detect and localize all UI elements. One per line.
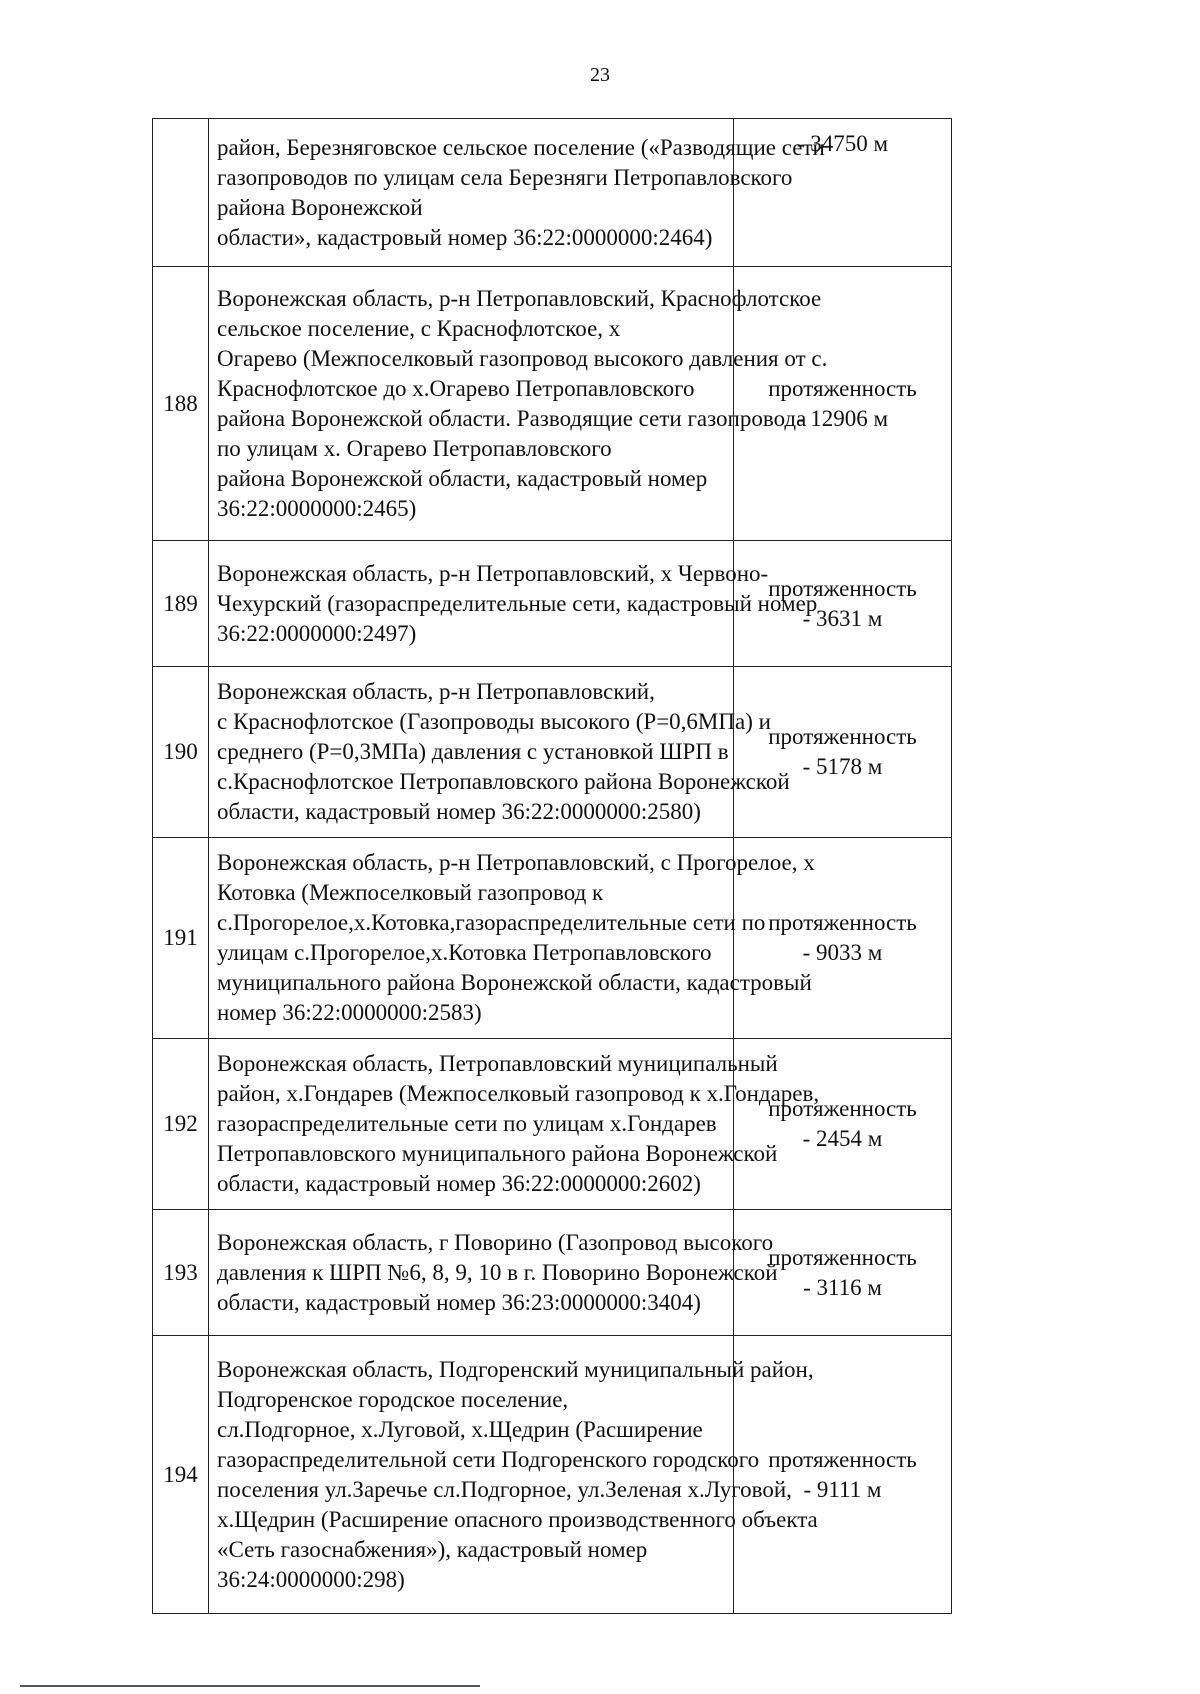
description-cell xyxy=(209,1336,818,1614)
row-number-cell xyxy=(153,1039,209,1210)
description-line: сельское поселение, с Краснофлотское, х xyxy=(217,315,621,341)
length-value: - 12906 м xyxy=(796,405,889,431)
description-cell xyxy=(209,838,815,1039)
description-line: номер 36:22:0000000:2583) xyxy=(217,1000,482,1025)
description-cell xyxy=(209,667,790,838)
row-number: 191 xyxy=(163,925,198,950)
row-number: 192 xyxy=(163,1111,198,1136)
length-label: протяженность xyxy=(768,375,917,401)
description-line: улицам с.Прогорелое,х.Котовка Петропавловского xyxy=(217,940,712,965)
description-line: Чехурский (газораспределительные сети, кадастровый номер xyxy=(217,590,818,616)
description-line: сл.Подгорное, х.Луговой, х.Щедрин (Расширение xyxy=(217,1416,703,1442)
length-label: протяженность xyxy=(768,910,917,935)
description-line: Воронежская область, г Поворино (Газопровод высокого xyxy=(217,1229,774,1255)
description-line: Воронежская область, Подгоренский муниципальный район, xyxy=(217,1356,814,1382)
table-row xyxy=(153,838,952,1039)
description-line: 36:22:0000000:2465) xyxy=(217,495,417,521)
length-value: - 9111 м xyxy=(803,1476,882,1502)
description-line: поселения ул.Заречье сл.Подгорное, ул.Зеленая х.Луговой, xyxy=(217,1476,792,1502)
description-cell xyxy=(209,1039,820,1210)
registry-table-body xyxy=(153,119,952,1614)
description-cell xyxy=(209,1210,778,1336)
description-line: Воронежская область, р-н Петропавловский, х Червоно- xyxy=(217,560,769,586)
description-line: давления к ШРП №6, 8, 9, 10 в г. Поворино Воронежской xyxy=(217,1259,778,1285)
description-line: района Воронежской xyxy=(217,194,423,220)
length-value: - 3631 м xyxy=(802,605,883,631)
description-line: район, Березняговское сельское поселение («Разводящие сети xyxy=(217,134,825,160)
length-label: протяженность xyxy=(768,724,917,749)
description-line: 36:24:0000000:298) xyxy=(217,1566,405,1592)
description-line: по улицам х. Огарево Петропавловского xyxy=(217,435,612,461)
description-line: области, кадастровый номер 36:22:0000000:2602) xyxy=(217,1171,701,1196)
description-line: Петропавловского муниципального района Воронежской xyxy=(217,1141,778,1166)
row-number-cell xyxy=(153,1336,209,1614)
table-row xyxy=(153,1210,952,1336)
description-line: Подгоренское городское поселение, xyxy=(217,1386,569,1412)
table-row xyxy=(153,541,952,667)
length-value: - 5178 м xyxy=(802,754,883,779)
row-number: 188 xyxy=(163,390,198,416)
description-line: газопроводов по улицам села Березняги Петропавловского xyxy=(217,164,793,190)
description-line: х.Щедрин (Расширение опасного производственного объекта xyxy=(217,1506,818,1532)
description-cell xyxy=(209,267,828,541)
row-number-cell xyxy=(153,1210,209,1336)
table-row xyxy=(153,1039,952,1210)
description-line: Воронежская область, р-н Петропавловский, xyxy=(217,679,655,704)
description-line: области», кадастровый номер 36:22:0000000:2464) xyxy=(217,224,713,250)
description-line: Котовка (Межпоселковый газопровод к xyxy=(217,880,604,905)
description-line: Воронежская область, р-н Петропавловский, Краснофлотское xyxy=(217,285,822,311)
description-line: с Краснофлотское (Газопроводы высокого (Р=0,6МПа) и xyxy=(217,709,771,734)
description-line: Краснофлотское до х.Огарево Петропавловского xyxy=(217,375,695,401)
description-cell xyxy=(209,119,825,267)
description-line: с.Прогорелое,х.Котовка,газораспределительные сети по xyxy=(217,910,766,935)
description-line: среднего (Р=0,3МПа) давления с установкой ШРП в xyxy=(217,739,729,764)
description-line: муниципального района Воронежской области, кадастровый xyxy=(217,970,812,995)
description-cell xyxy=(209,541,818,667)
length-value: - 9033 м xyxy=(802,940,883,965)
length-value: - 2454 м xyxy=(802,1126,883,1151)
row-number-cell xyxy=(153,667,209,838)
table-row xyxy=(153,1336,952,1614)
row-number-cell xyxy=(153,541,209,667)
length-label: протяженность xyxy=(768,1244,917,1270)
description-line: газораспределительной сети Подгоренского городского xyxy=(217,1446,760,1472)
description-line: области, кадастровый номер 36:22:0000000:2580) xyxy=(217,799,701,824)
description-line: области, кадастровый номер 36:23:0000000:3404) xyxy=(217,1289,701,1315)
table-row xyxy=(153,267,952,541)
bottom-divider xyxy=(20,1685,480,1687)
row-number-cell xyxy=(153,267,209,541)
row-number: 194 xyxy=(163,1461,198,1487)
description-line: Огарево (Межпоселковый газопровод высокого давления от с. xyxy=(217,345,828,371)
table-row xyxy=(153,119,952,267)
length-cell xyxy=(734,667,952,838)
length-value: - 3116 м xyxy=(803,1274,882,1300)
description-line: района Воронежской области, кадастровый номер xyxy=(217,465,708,491)
description-line: газораспределительные сети по улицам х.Гондарев xyxy=(217,1111,717,1136)
length-label: протяженность xyxy=(768,1446,917,1472)
length-value: - 34750 м xyxy=(796,131,889,156)
description-line: Воронежская область, р-н Петропавловский, с Прогорелое, х xyxy=(217,850,815,875)
gas-pipeline-registry-table xyxy=(152,118,952,1614)
page-number: 23 xyxy=(590,64,610,86)
row-number: 189 xyxy=(163,590,198,616)
row-number-cell xyxy=(153,119,209,267)
row-number: 193 xyxy=(163,1259,198,1285)
description-line: с.Краснофлотское Петропавловского района Воронежской xyxy=(217,769,790,794)
table-row xyxy=(153,667,952,838)
description-line: «Сеть газоснабжения»), кадастровый номер xyxy=(217,1536,648,1562)
length-label: протяженность xyxy=(768,1096,917,1121)
description-line: Воронежская область, Петропавловский муниципальный xyxy=(217,1051,778,1076)
description-line: 36:22:0000000:2497) xyxy=(217,620,417,646)
length-label: протяженность xyxy=(768,575,917,601)
row-number: 190 xyxy=(163,739,198,764)
description-line: район, х.Гондарев (Межпоселковый газопровод к х.Гондарев, xyxy=(217,1081,820,1106)
row-number-cell xyxy=(153,838,209,1039)
description-line: района Воронежской области. Разводящие сети газопровода xyxy=(217,405,807,431)
